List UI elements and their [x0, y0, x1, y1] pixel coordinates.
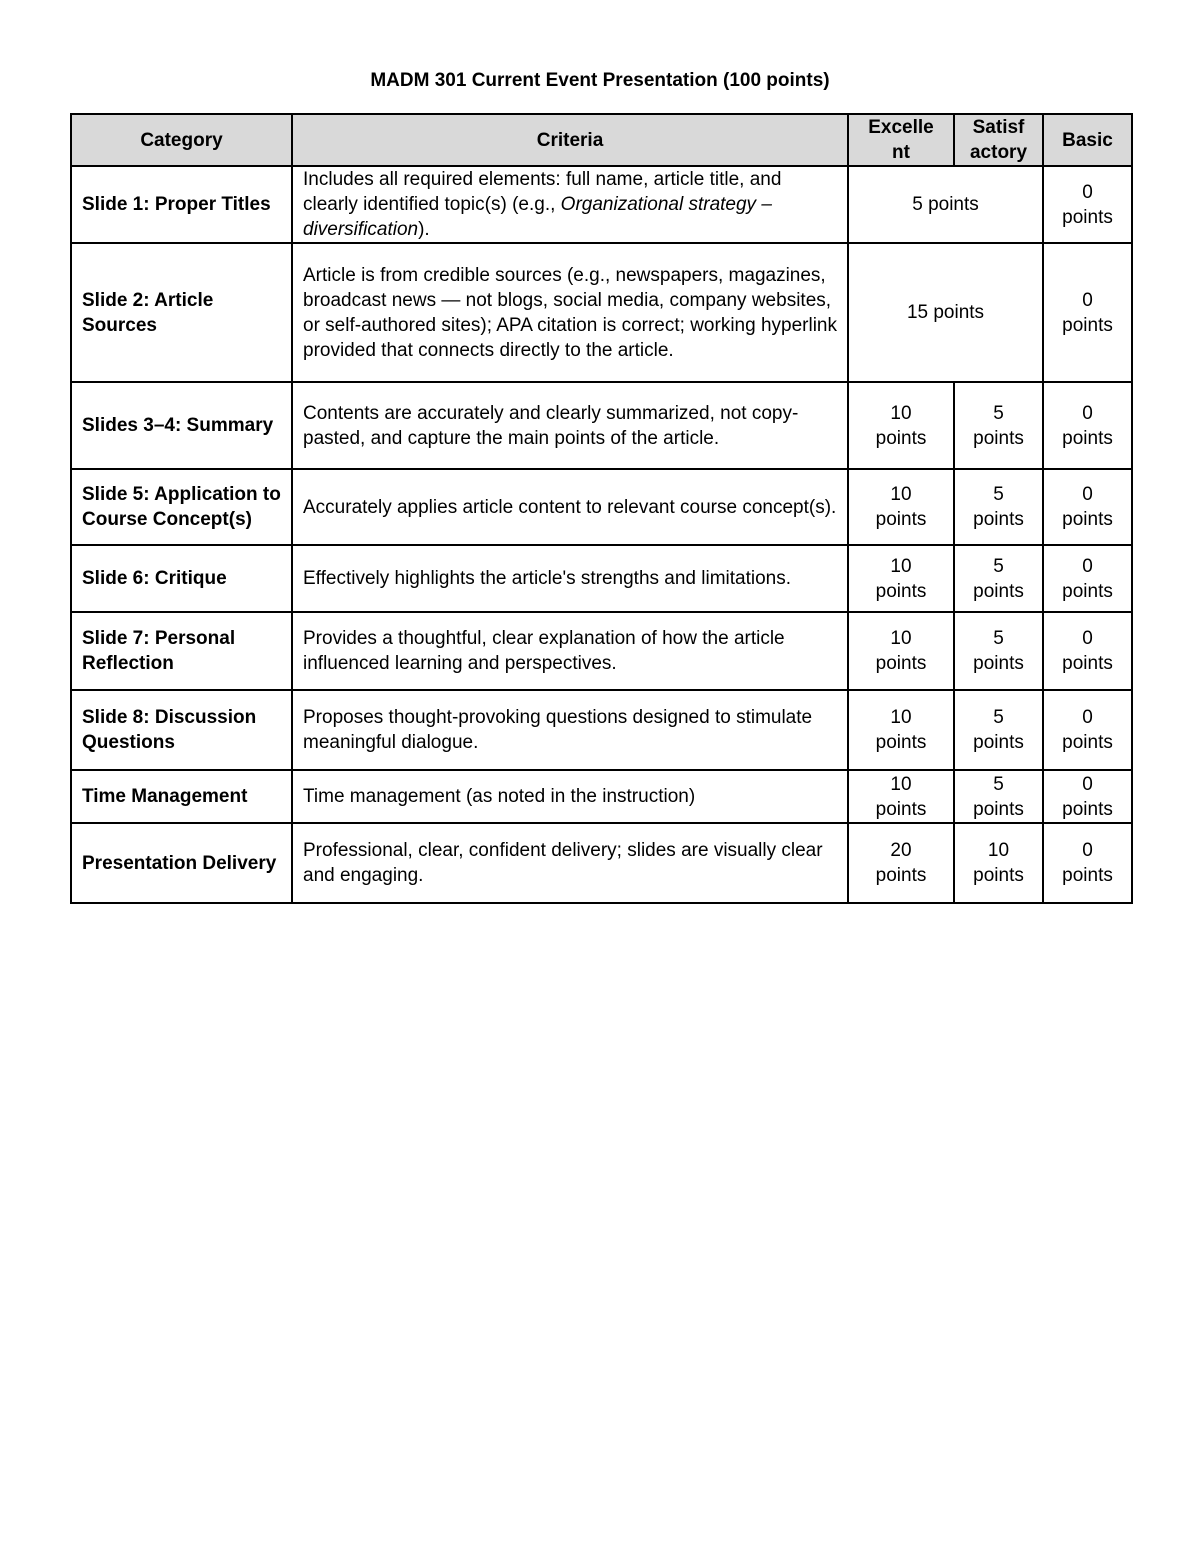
header-satisfactory-line2: actory: [969, 142, 1028, 163]
points-value: 5: [993, 484, 1004, 505]
category-cell: Slide 8: Discussion Questions: [71, 690, 292, 770]
points-value: 5: [993, 773, 1004, 795]
satisfactory-cell: [954, 545, 1043, 612]
basic-cell: [1043, 823, 1132, 903]
header-satisfactory-line1: Satisf: [972, 117, 1025, 138]
points-value: 0: [1082, 840, 1093, 861]
points-value: 0: [1082, 289, 1093, 311]
excellent-cell: [848, 469, 954, 545]
criteria-cell: Contents are accurately and clearly summarized, not copy-pasted, and capture the main points of the article.: [292, 382, 848, 469]
table-row: [71, 243, 1132, 382]
table-row: [71, 690, 1132, 770]
category-cell: Slides 3–4: Summary: [71, 382, 292, 469]
satisfactory-cell: [954, 823, 1043, 903]
points-unit: points: [1062, 732, 1113, 753]
points-value: 0: [1082, 402, 1093, 424]
basic-cell: [1043, 382, 1132, 469]
points-unit: points: [973, 580, 1024, 602]
points-unit: points: [973, 653, 1024, 674]
points-unit: points: [973, 798, 1024, 820]
points-value: 0: [1082, 181, 1093, 203]
excellent-satisfactory-merged-cell: 15 points: [848, 243, 1043, 382]
points-unit: points: [973, 865, 1024, 886]
points-value: 10: [890, 402, 912, 424]
points-value: 20: [890, 840, 912, 861]
points-value: 0: [1082, 484, 1093, 505]
excellent-cell: [848, 545, 954, 612]
header-row: [71, 114, 1132, 166]
points-unit: points: [875, 653, 927, 674]
basic-cell: [1043, 243, 1132, 382]
points-value: 10: [890, 773, 912, 795]
category-cell: Slide 7: Personal Reflection: [71, 612, 292, 690]
criteria-cell: Article is from credible sources (e.g., newspapers, magazines, broadcast news — not blogs, social media, company websites, or self-authored sites); APA citation is correct; working hyperlink provided that connects directly to the article.: [292, 243, 848, 382]
basic-cell: [1043, 166, 1132, 243]
criteria-cell: Time management (as noted in the instruction): [292, 770, 848, 823]
category-cell: Presentation Delivery: [71, 823, 292, 903]
basic-cell: [1043, 770, 1132, 823]
category-cell: Slide 2: Article Sources: [71, 243, 292, 382]
points-unit: points: [1062, 206, 1113, 228]
points-unit: points: [973, 427, 1024, 449]
satisfactory-cell: [954, 770, 1043, 823]
category-cell: Time Management: [71, 770, 292, 823]
table-row: [71, 166, 1132, 243]
excellent-satisfactory-merged-cell: 5 points: [848, 166, 1043, 243]
satisfactory-cell: [954, 612, 1043, 690]
points-unit: points: [1062, 798, 1113, 820]
points-unit: points: [1062, 509, 1113, 530]
criteria-text-end: ).: [418, 219, 430, 240]
excellent-cell: [848, 382, 954, 469]
points-value: 10: [987, 840, 1010, 861]
header-excellent-line1: Excelle: [868, 117, 934, 138]
criteria-cell: Provides a thoughtful, clear explanation of how the article influenced learning and perspectives.: [292, 612, 848, 690]
points-unit: points: [1062, 427, 1113, 449]
points-value: 5: [993, 555, 1004, 577]
criteria-example: Organizational strategy – diversification: [303, 194, 772, 240]
excellent-cell: [848, 690, 954, 770]
points-unit: points: [875, 580, 927, 602]
criteria-text: Includes all required elements: full name, article title, and clearly identified topic(s) (e.g.,: [303, 169, 782, 215]
satisfactory-cell: [954, 469, 1043, 545]
header-excellent: [848, 114, 954, 166]
points-value: 0: [1082, 773, 1093, 795]
points-value: 5: [993, 628, 1004, 649]
points-value: 10: [890, 628, 912, 649]
table-row: [71, 770, 1132, 823]
header-category: Category: [71, 114, 292, 166]
header-criteria: Criteria: [292, 114, 848, 166]
excellent-cell: [848, 770, 954, 823]
header-basic: Basic: [1043, 114, 1132, 166]
rubric-table: [70, 113, 1133, 904]
points-unit: points: [875, 427, 927, 449]
points-unit: points: [973, 732, 1024, 753]
points-value: 10: [890, 484, 912, 505]
points-unit: points: [875, 509, 927, 530]
points-value: 0: [1082, 555, 1093, 577]
points-unit: points: [875, 798, 927, 820]
criteria-cell: Effectively highlights the article's strengths and limitations.: [292, 545, 848, 612]
points-unit: points: [875, 865, 927, 886]
excellent-cell: [848, 823, 954, 903]
satisfactory-cell: [954, 690, 1043, 770]
points-unit: points: [1062, 865, 1113, 886]
table-row: [71, 382, 1132, 469]
points-value: 5: [993, 402, 1004, 424]
table-row: [71, 612, 1132, 690]
criteria-cell: Accurately applies article content to relevant course concept(s).: [292, 469, 848, 545]
header-excellent-line2: nt: [892, 142, 910, 163]
points-value: 0: [1082, 628, 1093, 649]
points-unit: points: [875, 732, 927, 753]
satisfactory-cell: [954, 382, 1043, 469]
criteria-cell: Professional, clear, confident delivery; slides are visually clear and engaging.: [292, 823, 848, 903]
table-row: [71, 545, 1132, 612]
document-title: MADM 301 Current Event Presentation (100 points): [370, 70, 830, 91]
category-cell: Slide 1: Proper Titles: [71, 166, 292, 243]
category-cell: Slide 5: Application to Course Concept(s): [71, 469, 292, 545]
criteria-cell: Proposes thought-provoking questions designed to stimulate meaningful dialogue.: [292, 690, 848, 770]
basic-cell: [1043, 612, 1132, 690]
table-row: [71, 469, 1132, 545]
points-value: 10: [890, 707, 912, 728]
criteria-cell: [292, 166, 848, 243]
table-row: [71, 823, 1132, 903]
basic-cell: [1043, 690, 1132, 770]
points-unit: points: [973, 509, 1024, 530]
points-value: 5: [993, 707, 1004, 728]
points-unit: points: [1062, 314, 1113, 336]
points-unit: points: [1062, 580, 1113, 602]
header-satisfactory: [954, 114, 1043, 166]
basic-cell: [1043, 469, 1132, 545]
points-value: 10: [890, 555, 912, 577]
points-unit: points: [1062, 653, 1113, 674]
basic-cell: [1043, 545, 1132, 612]
points-value: 0: [1082, 707, 1093, 728]
excellent-cell: [848, 612, 954, 690]
category-cell: Slide 6: Critique: [71, 545, 292, 612]
